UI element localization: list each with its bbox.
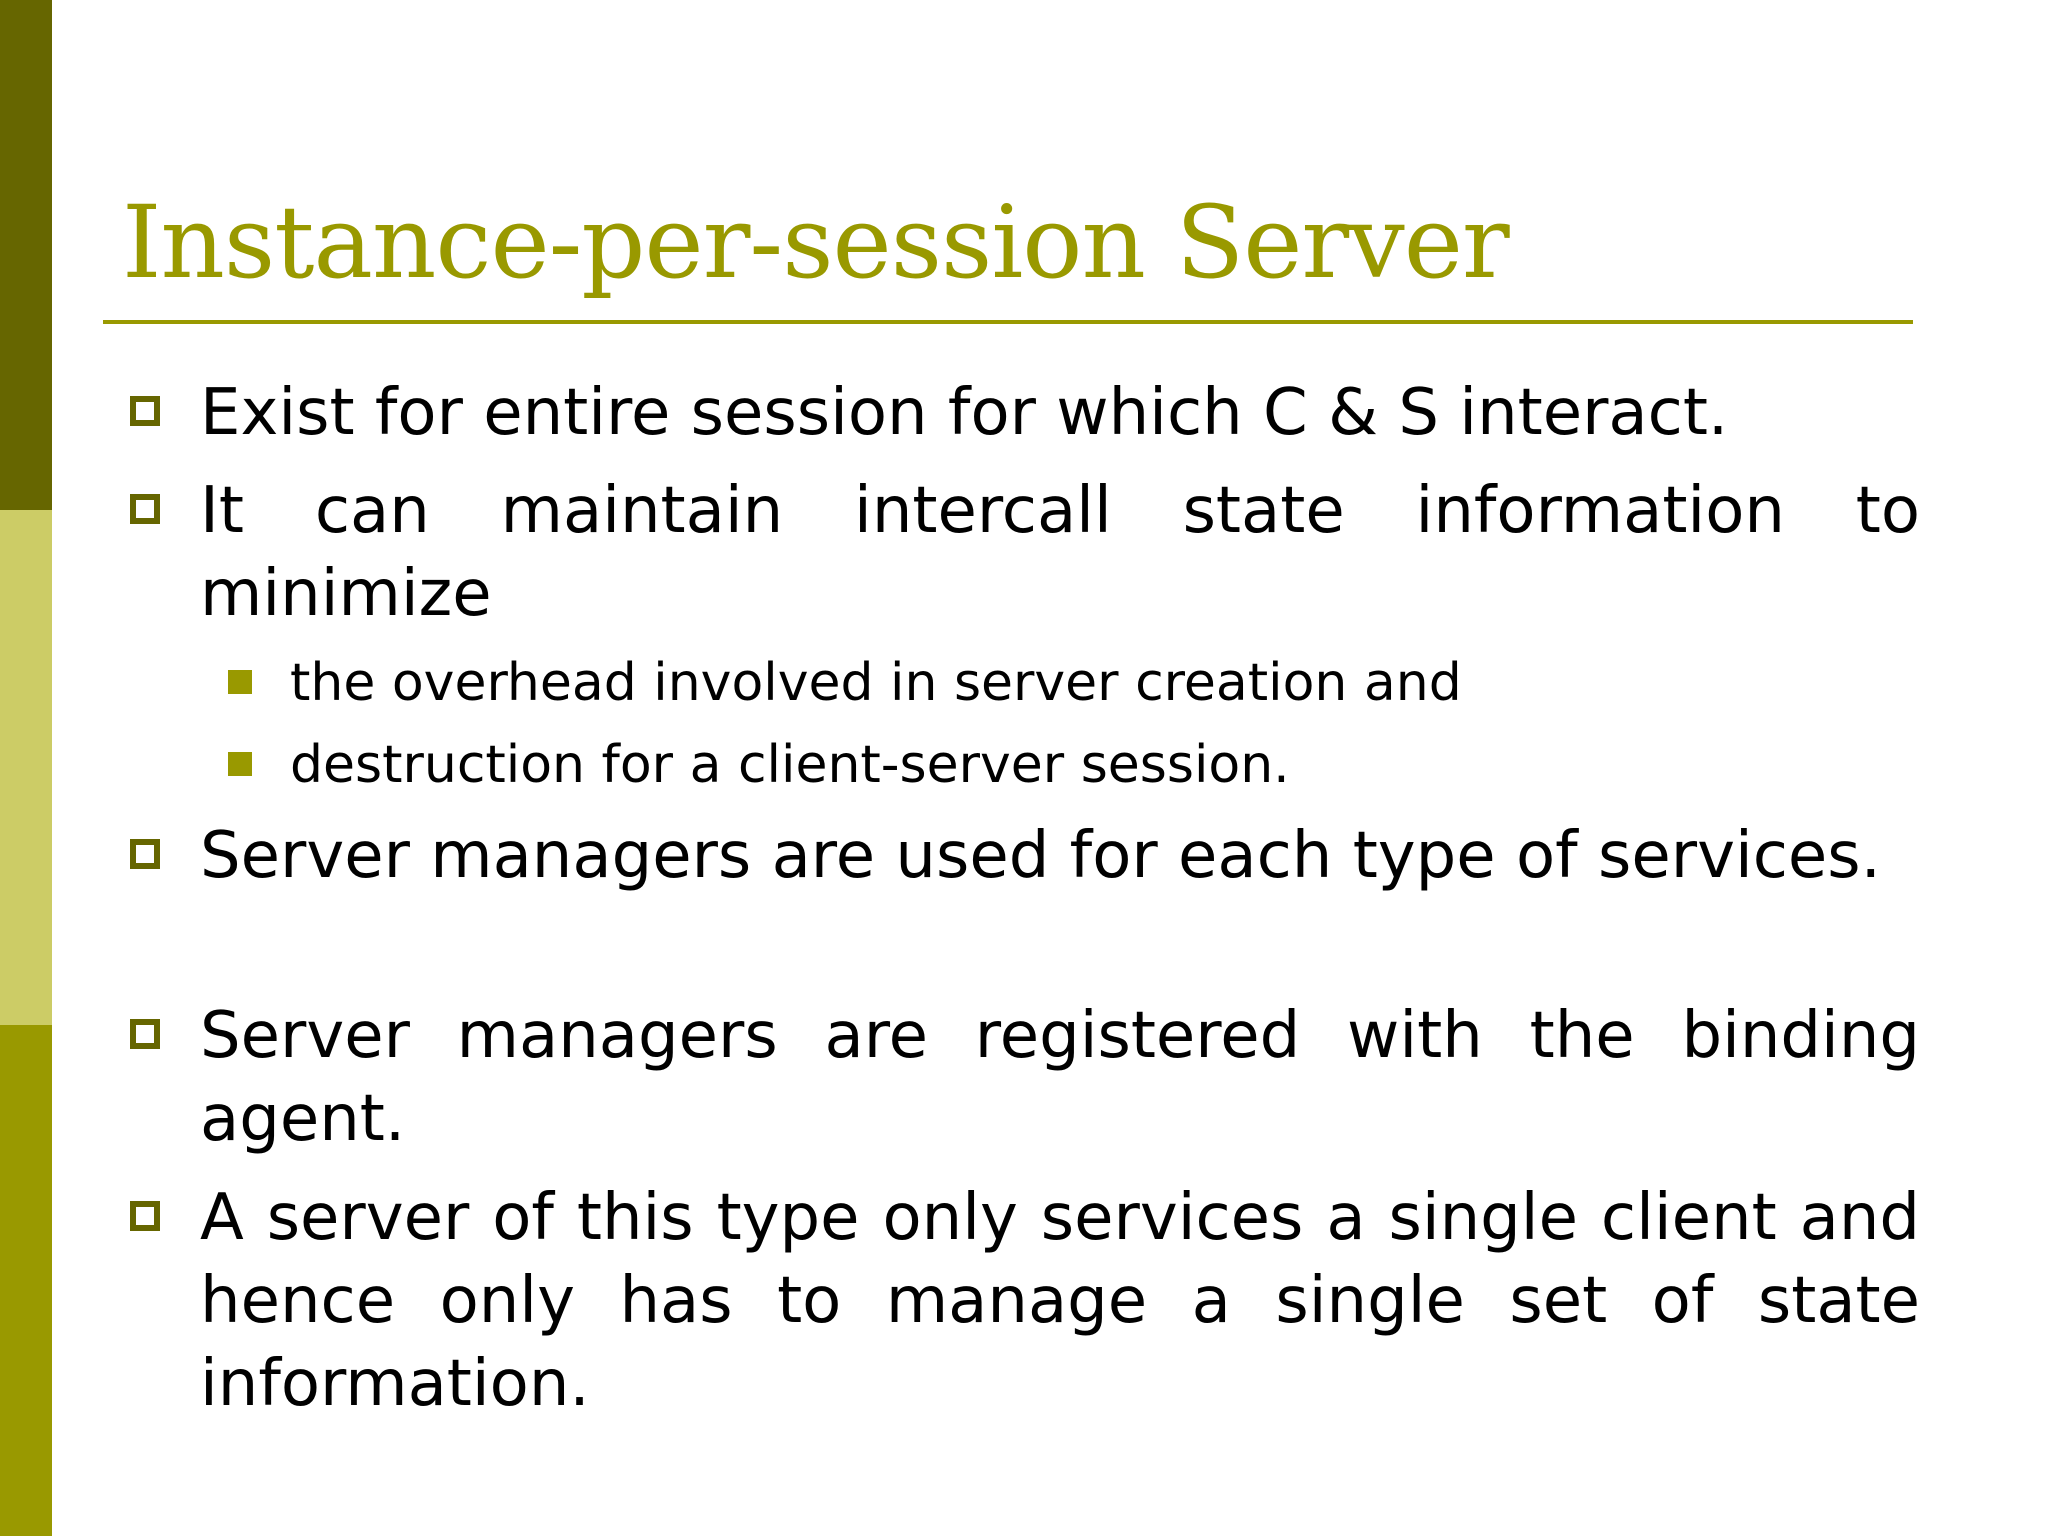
hollow-square-bullet-icon [130,396,160,426]
bullet-item [200,1177,1920,1426]
sub-bullet-item [290,730,1910,800]
bullet-item [200,815,1920,898]
bullet-item [200,372,1920,455]
bullet-item [200,995,1920,1161]
bullet-text: A server of this type only services a single client and hence only has to manage a single set of state information. [200,1181,1920,1421]
hollow-square-bullet-icon [130,839,160,869]
sub-bullet-text: the overhead involved in server creation and [290,653,1462,713]
hollow-square-bullet-icon [130,1201,160,1231]
bullet-text: It can maintain intercall state information to minimize [200,474,1920,631]
sub-bullet-text: destruction for a client-server session. [290,735,1290,795]
bullet-text: Server managers are used for each type of services. [200,819,1881,893]
sub-bullet-item [290,648,1910,718]
bullet-item [200,470,1920,636]
filled-square-bullet-icon [228,670,252,694]
hollow-square-bullet-icon [130,1019,160,1049]
filled-square-bullet-icon [228,752,252,776]
bullet-text: Server managers are registered with the binding agent. [200,999,1920,1156]
hollow-square-bullet-icon [130,494,160,524]
bullet-text: Exist for entire session for which C & S interact. [200,376,1729,450]
slide-title: Instance-per-session Server [122,184,1509,301]
